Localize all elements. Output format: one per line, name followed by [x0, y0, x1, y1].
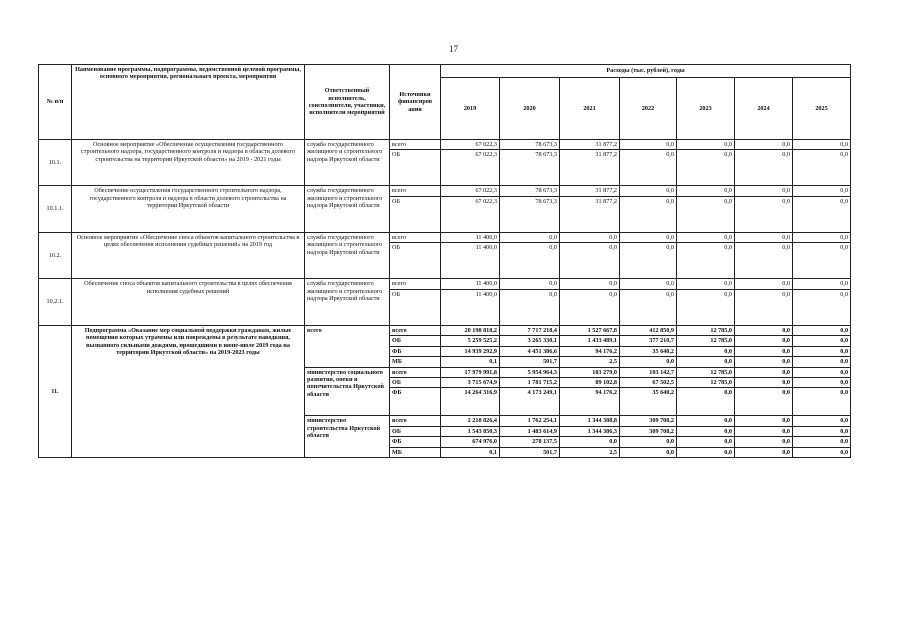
amount-cell: 0,0	[677, 186, 735, 196]
amount-cell: 0,0	[793, 279, 851, 289]
amount-cell: 183 279,0	[560, 367, 620, 377]
source-cell: МБ	[390, 447, 441, 457]
amount-cell: 11 400,0	[441, 289, 500, 325]
amount-cell: 0,0	[735, 279, 793, 289]
amount-cell: 12 785,0	[677, 336, 735, 346]
row-number: 10.1.1.	[39, 186, 72, 232]
source-cell: ОБ	[390, 150, 441, 186]
amount-cell: 0,0	[793, 196, 851, 232]
executor-cell: всего	[305, 325, 390, 367]
amount-cell: 0,0	[793, 150, 851, 186]
amount-cell: 1 344 388,8	[560, 416, 620, 426]
amount-cell: 1 543 850,3	[441, 426, 500, 436]
amount-cell: 0,0	[677, 279, 735, 289]
amount-cell: 501,7	[500, 447, 560, 457]
col-header-year: 2024	[735, 78, 793, 140]
amount-cell: 78 673,3	[500, 196, 560, 232]
col-header-year: 2019	[441, 78, 500, 140]
col-header-year: 2025	[793, 78, 851, 140]
amount-cell: 0,1	[441, 447, 500, 457]
amount-cell: 0,0	[677, 416, 735, 426]
amount-cell: 17 979 991,8	[441, 367, 500, 377]
amount-cell: 0,0	[677, 140, 735, 150]
amount-cell: 5 954 964,3	[500, 367, 560, 377]
executor-cell: министерство социального развития, опеки и попечительства Иркутской области	[305, 367, 390, 416]
amount-cell: 0,0	[793, 447, 851, 457]
amount-cell: 31 877,2	[560, 196, 620, 232]
row-number: 10.2.	[39, 232, 72, 278]
amount-cell: 4 451 386,6	[500, 346, 560, 356]
amount-cell: 0,0	[735, 196, 793, 232]
amount-cell: 0,0	[735, 437, 793, 447]
amount-cell: 0,0	[560, 279, 620, 289]
amount-cell: 0,0	[793, 416, 851, 426]
amount-cell: 67 022,3	[441, 150, 500, 186]
table-body	[39, 140, 851, 458]
amount-cell: 1 762 254,1	[500, 416, 560, 426]
budget-table	[38, 64, 851, 458]
amount-cell: 1 483 614,9	[500, 426, 560, 436]
amount-cell: 0,0	[793, 367, 851, 377]
executor-cell: служба государственного жилищного и строительного надзора Иркутской области	[305, 232, 390, 278]
amount-cell: 20 198 818,2	[441, 325, 500, 335]
amount-cell: 0,0	[620, 232, 677, 242]
amount-cell: 0,0	[677, 357, 735, 367]
amount-cell: 0,0	[793, 377, 851, 387]
amount-cell: 0,0	[620, 357, 677, 367]
amount-cell: 0,0	[500, 289, 560, 325]
amount-cell: 0,0	[735, 186, 793, 196]
source-cell: ОБ	[390, 336, 441, 346]
amount-cell: 89 102,8	[560, 377, 620, 387]
amount-cell: 31 877,2	[560, 150, 620, 186]
amount-cell: 14 264 316,9	[441, 388, 500, 416]
col-header-year: 2021	[560, 78, 620, 140]
amount-cell: 0,0	[735, 367, 793, 377]
amount-cell: 0,0	[793, 140, 851, 150]
amount-cell: 0,0	[620, 150, 677, 186]
amount-cell: 78 673,3	[500, 150, 560, 186]
executor-cell: служба государственного жилищного и строительного надзора Иркутской области	[305, 140, 390, 186]
source-cell: всего	[390, 367, 441, 377]
table-row	[39, 279, 851, 289]
amount-cell: 0,0	[620, 279, 677, 289]
amount-cell: 67 022,3	[441, 186, 500, 196]
amount-cell: 0,0	[677, 346, 735, 356]
amount-cell: 1 344 386,3	[560, 426, 620, 436]
amount-cell: 2,5	[560, 447, 620, 457]
amount-cell: 0,0	[560, 232, 620, 242]
source-cell: ФБ	[390, 437, 441, 447]
source-cell: ОБ	[390, 289, 441, 325]
source-cell: ФБ	[390, 388, 441, 416]
amount-cell: 0,0	[677, 196, 735, 232]
amount-cell: 0,0	[735, 140, 793, 150]
amount-cell: 94 176,2	[560, 346, 620, 356]
amount-cell: 278 137,5	[500, 437, 560, 447]
amount-cell: 0,0	[735, 232, 793, 242]
amount-cell: 0,0	[620, 289, 677, 325]
amount-cell: 0,0	[620, 186, 677, 196]
row-title: Обеспечение осуществления государственного строительного надзора, государственного контроля и надзора в области долевого строительства на территории Иркутской области	[72, 186, 305, 232]
amount-cell: 0,0	[735, 325, 793, 335]
source-cell: всего	[390, 186, 441, 196]
amount-cell: 0,0	[793, 357, 851, 367]
amount-cell: 0,0	[793, 289, 851, 325]
amount-cell: 11 400,0	[441, 243, 500, 279]
amount-cell: 3 265 330,1	[500, 336, 560, 346]
executor-cell: служба государственного жилищного и строительного надзора Иркутской области	[305, 186, 390, 232]
source-cell: всего	[390, 279, 441, 289]
amount-cell: 0,0	[735, 416, 793, 426]
row-title: Подпрограмма «Оказание мер социальной поддержки гражданам, жилые помещения которых утрачены или повреждены в результате паводкния, вызванного сильными дождями, прошедшими в июне-июле 2019 года на территории Иркутской области» на 2019-2023 годы	[72, 325, 305, 457]
source-cell: всего	[390, 232, 441, 242]
amount-cell: 0,0	[735, 357, 793, 367]
row-title: Основное мероприятие «Обеспечение осуществления государственного строительного надзора, государственного контроля и надзора в области долевого строительства на территории Иркутской области» на 2019 - 2021 годы	[72, 140, 305, 186]
col-header-source: Источники финансиров ания	[390, 65, 441, 140]
amount-cell: 0,1	[441, 357, 500, 367]
amount-cell: 0,0	[793, 186, 851, 196]
amount-cell: 0,0	[620, 196, 677, 232]
amount-cell: 0,0	[677, 243, 735, 279]
amount-cell: 67 022,3	[441, 196, 500, 232]
source-cell: МБ	[390, 357, 441, 367]
amount-cell: 78 673,3	[500, 140, 560, 150]
col-header-number: № п/н	[39, 65, 72, 140]
source-cell: ОБ	[390, 196, 441, 232]
amount-cell: 309 708,2	[620, 416, 677, 426]
amount-cell: 0,0	[793, 325, 851, 335]
amount-cell: 0,0	[677, 289, 735, 325]
amount-cell: 0,0	[735, 346, 793, 356]
source-cell: ОБ	[390, 426, 441, 436]
amount-cell: 4 173 249,1	[500, 388, 560, 416]
amount-cell: 0,0	[677, 447, 735, 457]
table-row	[39, 140, 851, 150]
amount-cell: 0,0	[793, 243, 851, 279]
table-row	[39, 232, 851, 242]
amount-cell: 67 022,3	[441, 140, 500, 150]
amount-cell: 0,0	[793, 426, 851, 436]
source-cell: всего	[390, 416, 441, 426]
source-cell: ОБ	[390, 377, 441, 387]
executor-cell: служба государственного жилищного и строительного надзора Иркутской области	[305, 279, 390, 325]
amount-cell: 0,0	[620, 243, 677, 279]
col-header-year: 2020	[500, 78, 560, 140]
table-row	[39, 186, 851, 196]
amount-cell: 0,0	[793, 336, 851, 346]
source-cell: всего	[390, 140, 441, 150]
col-header-costs: Расходы (тыс. рублей), годы	[441, 65, 851, 78]
amount-cell: 1 781 715,2	[500, 377, 560, 387]
amount-cell: 0,0	[735, 426, 793, 436]
amount-cell: 31 877,2	[560, 140, 620, 150]
amount-cell: 0,0	[735, 150, 793, 186]
amount-cell: 12 785,0	[677, 377, 735, 387]
amount-cell: 0,0	[793, 437, 851, 447]
table-row	[39, 325, 851, 335]
row-number: 10.2.1.	[39, 279, 72, 325]
amount-cell: 0,0	[560, 437, 620, 447]
amount-cell: 0,0	[677, 388, 735, 416]
amount-cell: 0,0	[735, 388, 793, 416]
amount-cell: 377 210,7	[620, 336, 677, 346]
row-number: 10.1.	[39, 140, 72, 186]
amount-cell: 0,0	[677, 232, 735, 242]
amount-cell: 0,0	[560, 289, 620, 325]
row-title: Основное мероприятие «Обеспечение сноса объектов капитального строительства в целях обеспечения исполнения судебных решений» на 2019 год	[72, 232, 305, 278]
col-header-executor: Ответственный исполнитель, соисполнители, участники, исполнители мероприятий	[305, 65, 390, 140]
source-cell: ОБ	[390, 243, 441, 279]
amount-cell: 2,5	[560, 357, 620, 367]
amount-cell: 0,0	[793, 232, 851, 242]
amount-cell: 0,0	[620, 437, 677, 447]
amount-cell: 0,0	[793, 388, 851, 416]
col-header-name: Наименование программы, подпрограммы, ведомственной целевой программы, основного мероприятия, региональнаго проекта, мероприятия	[72, 65, 305, 140]
amount-cell: 309 708,2	[620, 426, 677, 436]
amount-cell: 0,0	[500, 279, 560, 289]
row-title: Обеспечение сноса объектов капитального строительства в целях обеспечения исполнения судебных решений	[72, 279, 305, 325]
amount-cell: 67 502,5	[620, 377, 677, 387]
row-number: 11.	[39, 325, 72, 457]
amount-cell: 1 527 667,8	[560, 325, 620, 335]
amount-cell: 0,0	[677, 437, 735, 447]
amount-cell: 94 176,2	[560, 388, 620, 416]
source-cell: ФБ	[390, 346, 441, 356]
amount-cell: 501,7	[500, 357, 560, 367]
amount-cell: 35 640,2	[620, 346, 677, 356]
amount-cell: 31 877,2	[560, 186, 620, 196]
col-header-year: 2023	[677, 78, 735, 140]
amount-cell: 103 142,7	[620, 367, 677, 377]
amount-cell: 12 785,0	[677, 325, 735, 335]
amount-cell: 3 715 674,9	[441, 377, 500, 387]
amount-cell: 0,0	[735, 447, 793, 457]
amount-cell: 412 850,9	[620, 325, 677, 335]
header-row-1	[39, 65, 851, 78]
amount-cell: 0,0	[500, 232, 560, 242]
amount-cell: 674 976,0	[441, 437, 500, 447]
amount-cell: 0,0	[677, 150, 735, 186]
amount-cell: 11 400,0	[441, 279, 500, 289]
executor-cell: министерство строительства Иркутской области	[305, 416, 390, 458]
amount-cell: 0,0	[620, 140, 677, 150]
amount-cell: 12 785,0	[677, 367, 735, 377]
amount-cell: 0,0	[500, 243, 560, 279]
col-header-year: 2022	[620, 78, 677, 140]
amount-cell: 0,0	[560, 243, 620, 279]
amount-cell: 0,0	[793, 346, 851, 356]
amount-cell: 7 717 218,4	[500, 325, 560, 335]
amount-cell: 0,0	[735, 377, 793, 387]
amount-cell: 0,0	[620, 447, 677, 457]
amount-cell: 35 640,2	[620, 388, 677, 416]
amount-cell: 2 218 826,4	[441, 416, 500, 426]
page-number: 17	[449, 44, 458, 54]
amount-cell: 78 673,3	[500, 186, 560, 196]
amount-cell: 0,0	[677, 426, 735, 436]
amount-cell: 11 400,0	[441, 232, 500, 242]
amount-cell: 5 259 525,2	[441, 336, 500, 346]
amount-cell: 0,0	[735, 243, 793, 279]
amount-cell: 0,0	[735, 289, 793, 325]
amount-cell: 1 433 489,1	[560, 336, 620, 346]
source-cell: всего	[390, 325, 441, 335]
amount-cell: 14 939 292,9	[441, 346, 500, 356]
amount-cell: 0,0	[735, 336, 793, 346]
